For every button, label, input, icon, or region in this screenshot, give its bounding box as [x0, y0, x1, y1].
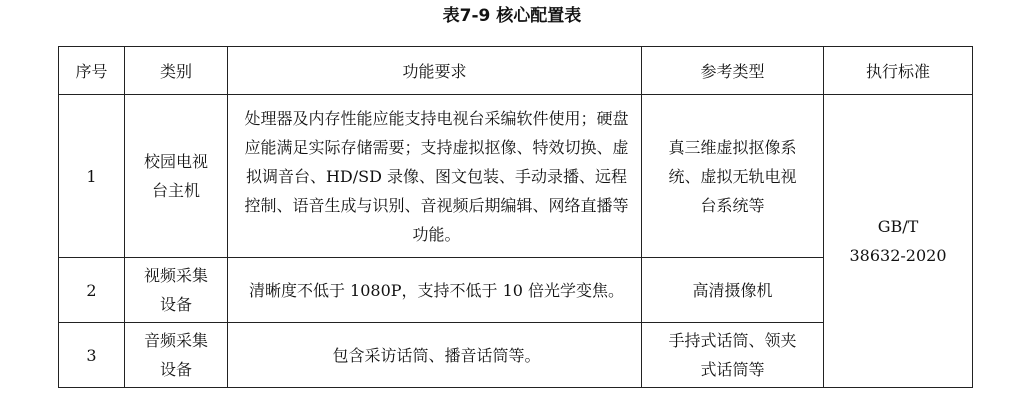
reference-line: 高清摄像机	[692, 280, 773, 300]
row-category	[125, 95, 228, 258]
standard-line: GB/T	[877, 217, 919, 236]
header-no: 序号	[59, 47, 125, 95]
table-caption: 表7-9 核心配置表	[442, 6, 582, 26]
category-line: 设备	[159, 360, 192, 379]
row-category	[125, 323, 228, 388]
category-line: 校园电视	[143, 152, 208, 171]
row-function	[228, 323, 642, 388]
function-text: 包含采访话筒、播音话筒等。	[332, 345, 541, 365]
category-line: 台主机	[151, 181, 200, 200]
category-line: 设备	[159, 295, 192, 314]
header-category: 类别	[125, 47, 228, 95]
category-line: 音频采集	[143, 331, 208, 350]
header-reference-type: 参考类型	[642, 47, 824, 95]
reference-line: 台系统等	[700, 195, 765, 215]
row-no: 2	[59, 258, 125, 323]
category-line: 视频采集	[143, 266, 208, 285]
row-no: 3	[59, 323, 125, 388]
row-function	[228, 95, 642, 258]
table-row	[59, 95, 973, 258]
row-reference-type	[642, 258, 824, 323]
row-reference-type	[642, 323, 824, 388]
function-text: 清晰度不低于 1080P，支持不低于 10 倍光学变焦。	[248, 280, 625, 300]
core-config-table	[58, 46, 973, 388]
standard-line: 38632-2020	[849, 246, 947, 265]
reference-line: 统、虚拟无轨电视	[668, 166, 797, 186]
reference-line: 手持式话筒、领夹	[668, 331, 797, 350]
table-header-row	[59, 47, 973, 95]
reference-line: 真三维虚拟抠像系	[668, 137, 797, 157]
row-reference-type	[642, 95, 824, 258]
row-standard	[824, 95, 973, 388]
header-standard: 执行标准	[824, 47, 973, 95]
reference-line: 式话筒等	[700, 360, 765, 379]
row-function	[228, 258, 642, 323]
row-category	[125, 258, 228, 323]
header-function: 功能要求	[228, 47, 642, 95]
row-no: 1	[59, 95, 125, 258]
function-text: 处理器及内存性能应能支持电视台采编软件使用；硬盘应能满足实际存储需要；支持虚拟抠像、特效切换、虚拟调音台、HD/SD 录像、图文包装、手动录播、远程控制、语音生成与识别、音视频后期编辑、网络直播等功能。	[244, 108, 629, 244]
